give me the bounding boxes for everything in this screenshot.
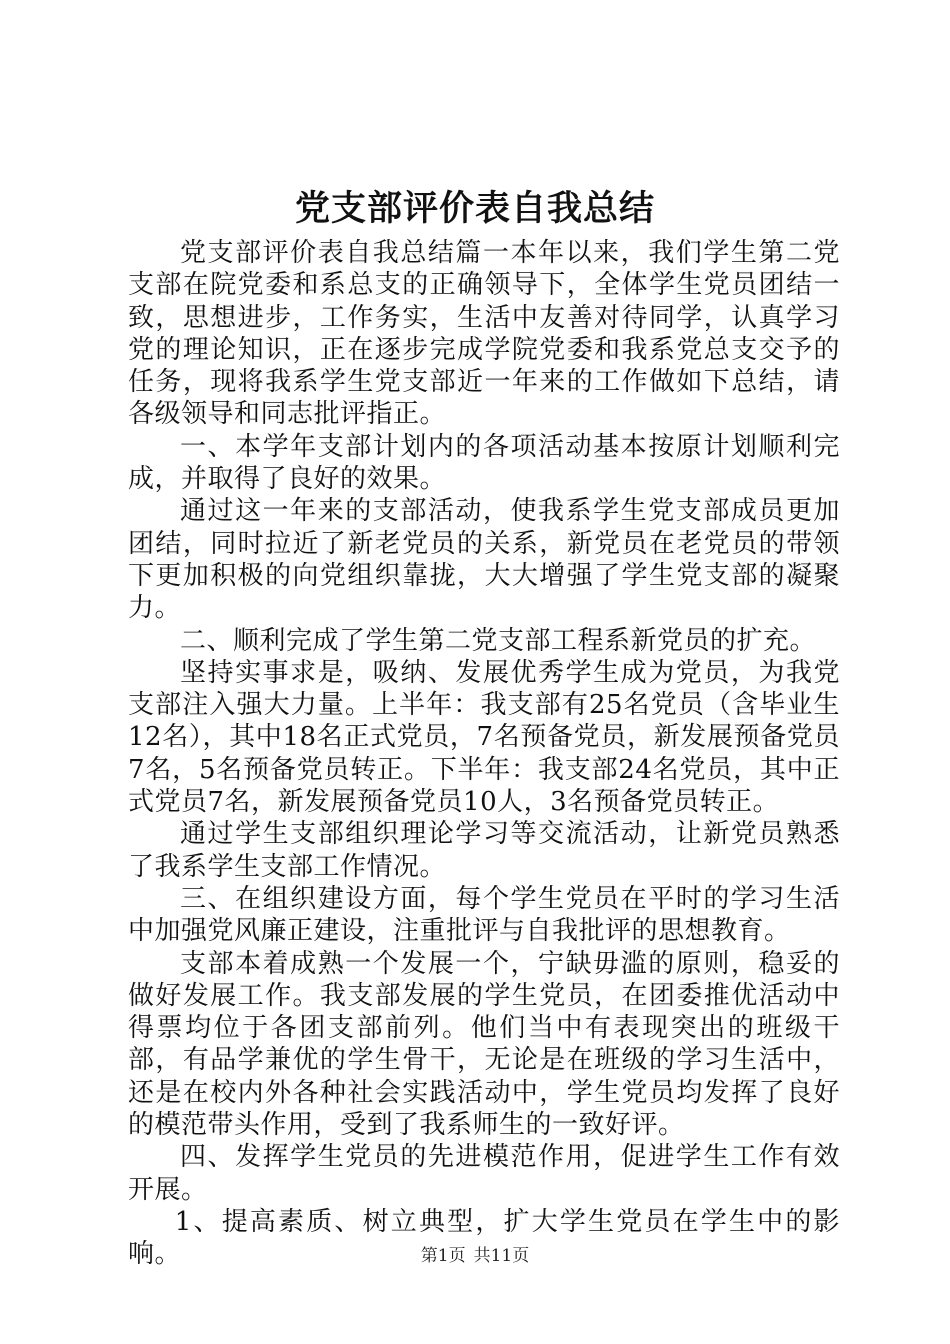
paragraph-intro: 党支部评价表自我总结篇一本年以来，我们学生第二党支部在院党委和系总支的正确领导下，全体学生党员团结一致，思想进步，工作务实，生活中友善对待同学，认真学习党的理论知识，正在逐步完成学院党委和我系党总支交予的任务，现将我系学生党支部近一年来的工作做如下总结，请各级领导和同志批评指正。 bbox=[128, 238, 840, 430]
paragraph-section-4-item-1: 1、提高素质、树立典型，扩大学生党员在学生中的影响。 bbox=[128, 1206, 840, 1270]
paragraph-section-3-body: 支部本着成熟一个发展一个，宁缺毋滥的原则，稳妥的做好发展工作。我支部发展的学生党员，在团委推优活动中得票均位于各团支部前列。他们当中有表现突出的班级干部，有品学兼优的学生骨干，无论是在班级的学习生活中，还是在校内外各种社会实践活动中，学生党员均发挥了良好的模范带头作用，受到了我系师生的一致好评。 bbox=[128, 948, 840, 1141]
paragraph-section-3-heading: 三、在组织建设方面，每个学生党员在平时的学习生活中加强党风廉正建设，注重批评与自我批评的思想教育。 bbox=[128, 883, 840, 947]
page-total: 共11页 bbox=[473, 1246, 530, 1266]
paragraph-section-4-heading: 四、发挥学生党员的先进模范作用，促进学生工作有效开展。 bbox=[128, 1142, 840, 1205]
page-footer bbox=[0, 1244, 950, 1268]
document-body bbox=[128, 237, 840, 1271]
paragraph-section-2-note: 通过学生支部组织理论学习等交流活动，让新党员熟悉了我系学生支部工作情况。 bbox=[128, 819, 840, 882]
paragraph-section-1-body: 通过这一年来的支部活动，使我系学生党支部成员更加团结，同时拉近了新老党员的关系，新党员在老党员的带领下更加积极的向党组织靠拢，大大增强了学生党支部的凝聚力。 bbox=[128, 496, 840, 624]
page-number: 第1页 bbox=[420, 1246, 466, 1266]
paragraph-section-2-heading: 二、顺利完成了学生第二党支部工程系新党员的扩充。 bbox=[180, 625, 817, 656]
paragraph-section-2-body: 坚持实事求是，吸纳、发展优秀学生成为党员，为我党支部注入强大力量。上半年：我支部有25名党员（含毕业生12名），其中18名正式党员，7名预备党员，新发展预备党员7名，5名预备党员转正。下半年：我支部24名党员，其中正式党员7名，新发展预备党员10人，3名预备党员转正。 bbox=[128, 657, 840, 818]
paragraph-section-1-heading: 一、本学年支部计划内的各项活动基本按原计划顺利完成，并取得了良好的效果。 bbox=[128, 431, 840, 495]
document-title: 党支部评价表自我总结 bbox=[294, 188, 655, 229]
